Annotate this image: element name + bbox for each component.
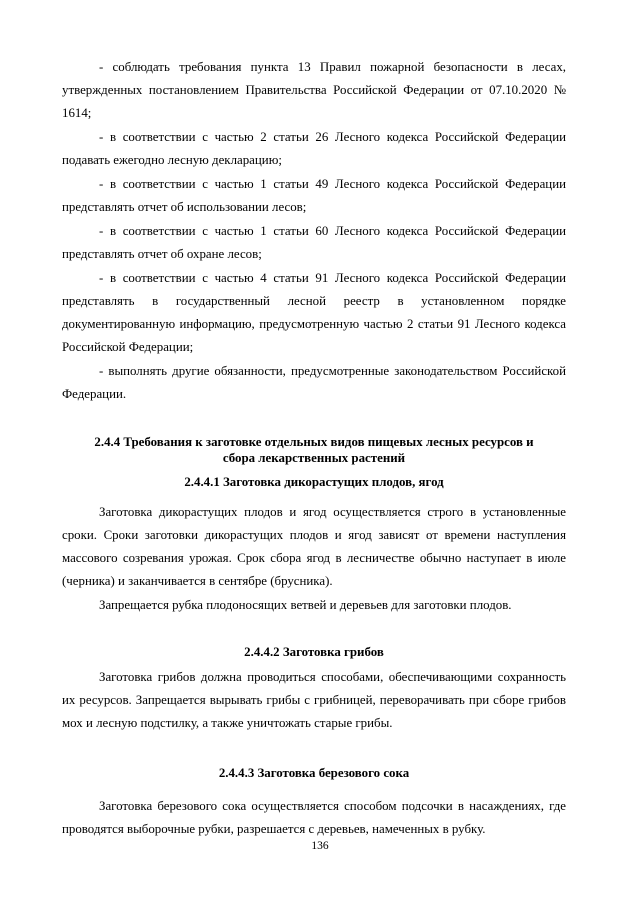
body-paragraph: Заготовка березового сока осуществляется способом подсочки в насаждениях, где проводятся выборочные рубки, разрешается с деревьев, намеченных в рубку. [62, 799, 566, 836]
list-item: - выполнять другие обязанности, предусмотренные законодательством Российской Федерации. [62, 364, 566, 401]
subsection-heading: 2.4.4.1 Заготовка дикорастущих плодов, ягод [184, 475, 444, 489]
section-heading [62, 434, 566, 466]
body-paragraph: Запрещается рубка плодоносящих ветвей и деревьев для заготовки плодов. [99, 598, 512, 612]
list-item: - в соответствии с частью 1 статьи 49 Лесного кодекса Российской Федерации представлять отчет об использовании лесов; [62, 177, 566, 214]
body-paragraph: Заготовка грибов должна проводиться способами, обеспечивающими сохранность их ресурсов. Запрещается вырывать грибы с грибницей, переворачивать при сборе грибов мох и лесную подстилку, а также уничтожать старые грибы. [62, 670, 566, 730]
body-paragraph: Заготовка дикорастущих плодов и ягод осуществляется строго в установленные сроки. Сроки заготовки дикорастущих плодов и ягод зависят от времени наступления массового созревания урожая. Срок сбора ягод в лесничестве обычно наступает в июле (черника) и заканчивается в сентябре (брусника). [62, 505, 566, 588]
list-item: - соблюдать требования пункта 13 Правил пожарной безопасности в лесах, утвержденных постановлением Правительства Российской Федерации от 07.10.2020 № 1614; [62, 60, 566, 120]
list-item: - в соответствии с частью 2 статьи 26 Лесного кодекса Российской Федерации подавать ежегодно лесную декларацию; [62, 130, 566, 167]
subsection-heading: 2.4.4.2 Заготовка грибов [244, 645, 384, 659]
subsection-heading: 2.4.4.3 Заготовка березового сока [218, 766, 410, 780]
section-heading-line: сбора лекарственных растений [222, 451, 406, 465]
list-item: - в соответствии с частью 4 статьи 91 Лесного кодекса Российской Федерации представлять в государственный лесной реестр в установленном порядке документированную информацию, предусмотренную частью 2 статьи 91 Лесного кодекса Российской Федерации; [62, 271, 566, 354]
page-number: 136 [311, 840, 329, 852]
list-item: - в соответствии с частью 1 статьи 60 Лесного кодекса Российской Федерации представлять отчет об охране лесов; [62, 224, 566, 261]
section-heading-line: 2.4.4 Требования к заготовке отдельных видов пищевых лесных ресурсов и [94, 435, 534, 449]
document-page [62, 56, 566, 841]
